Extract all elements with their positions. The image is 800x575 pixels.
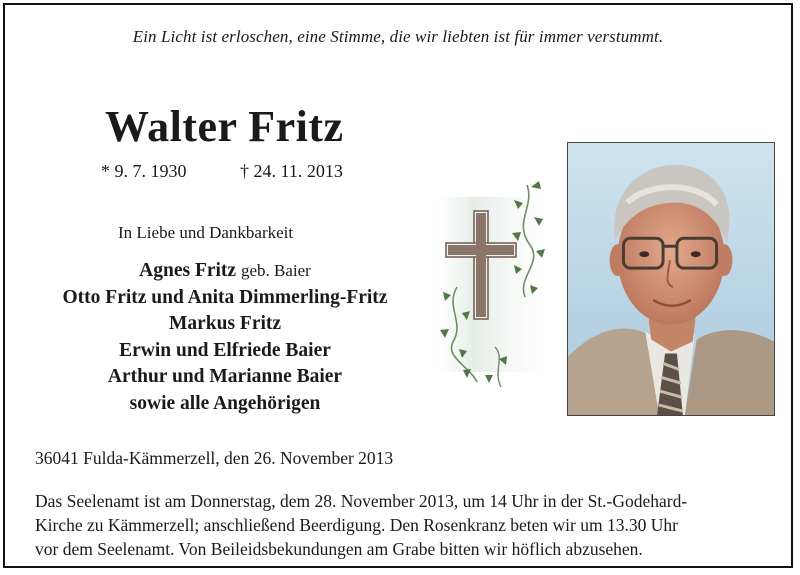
cross-ivy-icon xyxy=(435,177,555,392)
family-member-name: Agnes Fritz xyxy=(139,260,237,281)
motto: Ein Licht ist erloschen, eine Stimme, die wir liebten ist für immer verstummt. xyxy=(132,27,664,46)
family-member: Erwin und Elfriede Baier xyxy=(119,339,331,361)
birth-date: * 9. 7. 1930 xyxy=(101,161,187,181)
service-notice-line: Das Seelenamt ist am Donnerstag, dem 28. November 2013, um 14 Uhr in der St.-Godehard- xyxy=(35,491,688,511)
maiden-name: geb. Baier xyxy=(240,261,311,280)
portrait-photo xyxy=(567,142,775,416)
place-and-date: 36041 Fulda-Kämmerzell, den 26. November 2013 xyxy=(35,448,394,468)
family-member: Arthur und Marianne Baier xyxy=(107,366,343,387)
deceased-name: Walter Fritz xyxy=(105,102,344,151)
intro-line: In Liebe und Dankbarkeit xyxy=(118,223,294,242)
service-notice-line: Kirche zu Kämmerzell; anschließend Beerdigung. Den Rosenkranz beten wir um 13.30 Uhr xyxy=(35,515,678,535)
service-notice xyxy=(35,489,780,561)
family-list xyxy=(5,258,445,417)
death-date: † 24. 11. 2013 xyxy=(240,161,343,181)
family-member: sowie alle Angehörigen xyxy=(129,392,321,414)
obituary-notice xyxy=(3,3,793,568)
family-member xyxy=(5,258,445,285)
service-notice-line: vor dem Seelenamt. Von Beileidsbekundungen am Grabe bitten wir höflich abzusehen. xyxy=(35,539,643,559)
family-member: Markus Fritz xyxy=(168,313,282,334)
family-member: Otto Fritz und Anita Dimmerling-Fritz xyxy=(62,286,388,308)
